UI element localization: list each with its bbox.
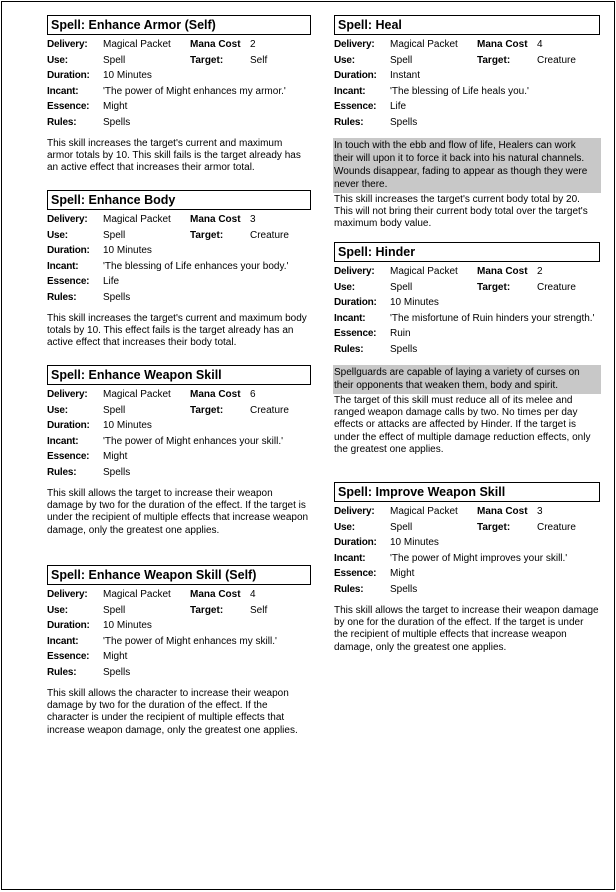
mana-cost-label: Mana Cost [477,39,528,50]
use-value: Spell [103,604,126,616]
spell-title: Spell: Heal [334,15,600,35]
delivery-label: Delivery: [47,589,88,600]
stat-row-duration [334,295,600,311]
duration-label: Duration: [47,620,90,631]
essence-label: Essence: [334,101,377,112]
essence-value: Life [390,101,407,112]
spell-entry [47,190,311,350]
spell-description: This skill increases the target's current body total by 20. This will not bring their current body total over the target's maximum body value. [334,194,588,230]
rules-label: Rules: [47,666,77,678]
use-value: Spell [103,54,126,66]
stat-row-delivery [47,37,311,53]
spell-stats [334,504,600,597]
stat-row-rules [47,465,311,481]
target-value: Self [250,604,268,616]
stat-row-duration [47,618,311,634]
duration-label: Duration: [334,297,377,308]
delivery-value: Magical Packet [390,266,458,277]
stat-row-incant [334,84,600,100]
spell-entry [47,365,311,537]
duration-value: 10 Minutes [103,245,152,256]
stat-row-essence [334,99,600,115]
spell-description: This skill increases the target's current and maximum armor totals by 10. This skill fails is the target already has an active effect that increases their armor total. [47,138,301,174]
incant-value: 'The power of Might improves your skill.' [390,552,568,564]
essence-label: Essence: [47,451,90,462]
stat-row-use [334,280,600,296]
incant-value: 'The blessing of Life heals you.' [390,85,529,97]
duration-value: 10 Minutes [390,537,439,548]
incant-value: 'The power of Might enhances my armor.' [103,85,286,97]
incant-label: Incant: [47,635,79,647]
stat-row-incant [47,259,311,275]
stat-row-use [334,53,600,69]
incant-label: Incant: [47,260,79,272]
essence-value: Might [103,101,128,112]
target-label: Target: [190,229,224,241]
delivery-value: Magical Packet [103,214,171,225]
use-label: Use: [334,521,355,533]
incant-label: Incant: [47,435,79,447]
incant-label: Incant: [334,85,366,97]
stat-row-incant [47,634,311,650]
use-value: Spell [103,229,126,241]
use-label: Use: [47,404,68,416]
spell-stats [47,212,311,305]
target-value: Creature [537,521,576,533]
delivery-value: Magical Packet [390,506,458,517]
target-label: Target: [477,521,511,533]
stat-row-rules [334,342,600,358]
target-label: Target: [190,54,224,66]
stat-row-incant [47,434,311,450]
rules-value: Spells [103,291,131,303]
stat-row-delivery [334,504,600,520]
duration-label: Duration: [47,70,90,81]
spell-description: This skill allows the target to increase their weapon damage by one for the duration of the effect. If the target is under the recipient of multiple effects that increase weapon damage, only the greatest one applies. [334,605,599,653]
essence-label: Essence: [334,568,377,579]
delivery-label: Delivery: [334,39,375,50]
rules-label: Rules: [334,583,364,595]
essence-value: Might [103,451,128,462]
stat-row-essence [47,649,311,665]
target-value: Self [250,54,268,66]
delivery-label: Delivery: [47,39,88,50]
mana-cost-value: 6 [250,389,256,400]
target-label: Target: [190,404,224,416]
target-value: Creature [537,54,576,66]
use-label: Use: [334,54,355,66]
mana-cost-value: 2 [537,266,543,277]
spell-description: This skill allows the character to increase their weapon damage by two for the duration of the effect. If the character is under the recipient of multiple effects that increase weapon damage, only the greatest one applies. [47,688,298,736]
use-value: Spell [390,54,413,66]
mana-cost-value: 3 [537,506,543,517]
mana-cost-value: 4 [537,39,543,50]
rules-label: Rules: [47,116,77,128]
use-value: Spell [390,281,413,293]
target-value: Creature [537,281,576,293]
delivery-value: Magical Packet [103,589,171,600]
mana-cost-label: Mana Cost [190,39,241,50]
stat-row-delivery [334,37,600,53]
stat-row-delivery [47,587,311,603]
use-label: Use: [334,281,355,293]
delivery-value: Magical Packet [103,389,171,400]
spell-title: Spell: Hinder [334,242,600,262]
incant-value: 'The power of Might enhances my skill.' [103,635,277,647]
stat-row-incant [334,311,600,327]
stat-row-rules [47,115,311,131]
spell-description: This skill increases the target's current and maximum body totals by 10. This effect fails is the target already has an active effect that increases their body total. [47,313,307,349]
essence-label: Essence: [47,276,90,287]
spell-stats [334,37,600,130]
stat-row-essence [47,99,311,115]
mana-cost-value: 4 [250,589,256,600]
stat-row-duration [47,418,311,434]
duration-label: Duration: [47,420,90,431]
spell-title: Spell: Enhance Weapon Skill [47,365,311,385]
duration-value: 10 Minutes [390,297,439,308]
target-label: Target: [190,604,224,616]
duration-label: Duration: [334,70,377,81]
mana-cost-value: 3 [250,214,256,225]
stat-row-duration [334,535,600,551]
stat-row-incant [47,84,311,100]
stat-row-essence [47,449,311,465]
stat-row-rules [47,665,311,681]
essence-value: Might [103,651,128,662]
stat-row-essence [334,326,600,342]
spell-title: Spell: Enhance Weapon Skill (Self) [47,565,311,585]
spell-title: Spell: Enhance Body [47,190,311,210]
stat-row-rules [47,290,311,306]
rules-label: Rules: [334,116,364,128]
incant-label: Incant: [47,85,79,97]
rules-value: Spells [103,666,131,678]
essence-value: Might [390,568,415,579]
incant-value: 'The blessing of Life enhances your body.' [103,260,289,272]
delivery-label: Delivery: [334,506,375,517]
incant-value: 'The power of Might enhances your skill.' [103,435,284,447]
spell-stats [334,264,600,357]
duration-value: Instant [390,70,421,81]
mana-cost-label: Mana Cost [190,214,241,225]
flavor-text: In touch with the ebb and flow of life, Healers can work their will upon it to force it back into his natural channels. Wounds disappear, fading to appear as though they were never there. [333,138,601,193]
delivery-label: Delivery: [47,214,88,225]
mana-cost-label: Mana Cost [190,589,241,600]
spell-description: The target of this skill must reduce all of its melee and ranged weapon damage calls by two. No times per day effects or attacks are affected by Hinder. If the target is under the effect of multiple damage reduction effects, only the greatest one applies. [334,395,591,455]
mana-cost-value: 2 [250,39,256,50]
stat-row-essence [334,566,600,582]
spell-description: This skill allows the target to increase their weapon damage by two for the duration of the effect. If the target is under the recipient of multiple effects that increase weapon damage, only the greatest one applies. [47,488,309,536]
stat-row-duration [334,68,600,84]
duration-label: Duration: [334,537,377,548]
stat-row-use [334,520,600,536]
rules-value: Spells [103,116,131,128]
duration-value: 10 Minutes [103,70,152,81]
target-label: Target: [477,281,511,293]
target-value: Creature [250,404,289,416]
stat-row-delivery [334,264,600,280]
mana-cost-label: Mana Cost [190,389,241,400]
stat-row-delivery [47,212,311,228]
essence-label: Essence: [47,101,90,112]
rules-value: Spells [390,343,418,355]
spell-entry [334,482,600,654]
spell-entry [47,15,311,175]
stat-row-delivery [47,387,311,403]
stat-row-use [47,228,311,244]
stat-row-rules [334,582,600,598]
stat-row-use [47,603,311,619]
incant-label: Incant: [334,552,366,564]
spell-title: Spell: Improve Weapon Skill [334,482,600,502]
spell-entry [334,242,600,456]
target-value: Creature [250,229,289,241]
target-label: Target: [477,54,511,66]
duration-value: 10 Minutes [103,420,152,431]
incant-label: Incant: [334,312,366,324]
delivery-label: Delivery: [334,266,375,277]
stat-row-rules [334,115,600,131]
stat-row-incant [334,551,600,567]
spell-stats [47,37,311,130]
use-value: Spell [390,521,413,533]
essence-label: Essence: [47,651,90,662]
spell-title: Spell: Enhance Armor (Self) [47,15,311,35]
stat-row-use [47,53,311,69]
spell-stats [47,387,311,480]
delivery-label: Delivery: [47,389,88,400]
rules-value: Spells [103,466,131,478]
delivery-value: Magical Packet [103,39,171,50]
stat-row-duration [47,68,311,84]
stat-row-duration [47,243,311,259]
duration-value: 10 Minutes [103,620,152,631]
use-label: Use: [47,54,68,66]
incant-value: 'The misfortune of Ruin hinders your strength.' [390,312,595,324]
use-label: Use: [47,229,68,241]
mana-cost-label: Mana Cost [477,266,528,277]
rules-value: Spells [390,116,418,128]
rules-value: Spells [390,583,418,595]
rules-label: Rules: [47,291,77,303]
use-label: Use: [47,604,68,616]
use-value: Spell [103,404,126,416]
spell-entry [47,565,311,737]
stat-row-use [47,403,311,419]
stat-row-essence [47,274,311,290]
rulebook-page [1,1,615,890]
rules-label: Rules: [47,466,77,478]
flavor-text: Spellguards are capable of laying a variety of curses on their opponents that weaken them, body and spirit. [333,365,601,394]
mana-cost-label: Mana Cost [477,506,528,517]
spell-entry [334,15,600,231]
essence-value: Ruin [390,328,411,339]
essence-label: Essence: [334,328,377,339]
duration-label: Duration: [47,245,90,256]
delivery-value: Magical Packet [390,39,458,50]
spell-stats [47,587,311,680]
rules-label: Rules: [334,343,364,355]
essence-value: Life [103,276,120,287]
